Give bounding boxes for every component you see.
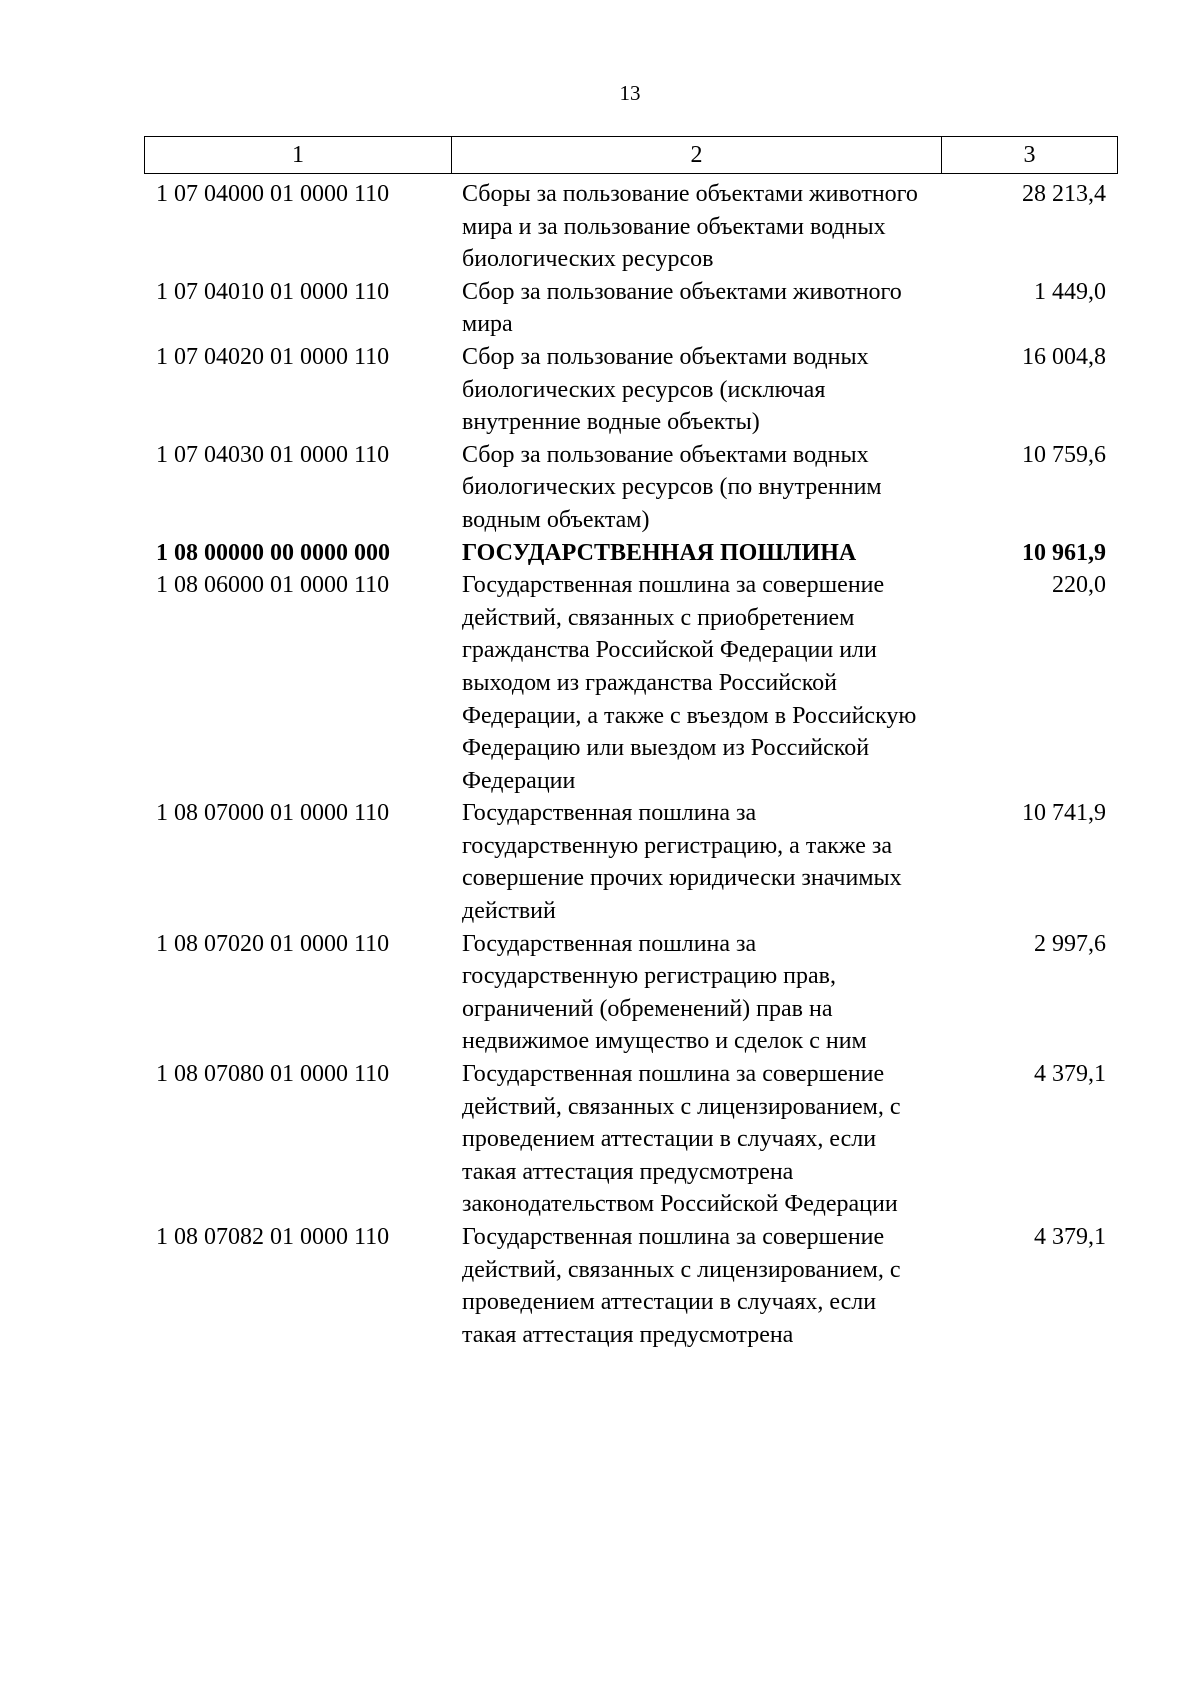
row-code: 1 07 04030 01 0000 110 [156, 441, 390, 468]
row-code: 1 08 07082 01 0000 110 [156, 1224, 390, 1250]
row-code: 1 07 04000 01 0000 110 [156, 181, 390, 207]
row-value: 4 379,1 [1034, 1061, 1106, 1088]
header-col-3: 3 [941, 137, 1117, 173]
table-header [144, 136, 1118, 174]
table-row [144, 1058, 1118, 1221]
row-value: 28 213,4 [1022, 181, 1106, 207]
table-row [144, 178, 1118, 276]
row-description: Сборы за пользование объектами животного мира и за пользование объектами водных биологических ресурсов [462, 181, 918, 273]
row-code: 1 08 07020 01 0000 110 [156, 930, 390, 957]
row-description: Государственная пошлина за государственную регистрацию прав, ограничений (обременений) прав на недвижимое имущество и сделок с ним [462, 930, 867, 1055]
table-row [144, 276, 1118, 341]
table-row [144, 1221, 1118, 1351]
row-code: 1 08 06000 01 0000 110 [156, 572, 390, 599]
row-description: Государственная пошлина за совершение действий, связанных с лицензированием, с проведением аттестации в случаях, если такая аттестация предусмотрена [462, 1224, 901, 1348]
page-number: 13 [619, 81, 641, 105]
row-description: ГОСУДАРСТВЕННАЯ ПОШЛИНА [462, 539, 857, 566]
row-description: Сбор за пользование объектами животного мира [462, 278, 902, 338]
row-description: Сбор за пользование объектами водных биологических ресурсов (по внутренним водным объектам) [462, 441, 882, 533]
row-value: 1 449,0 [1034, 278, 1106, 305]
row-code: 1 08 07000 01 0000 110 [156, 800, 390, 827]
table-row [144, 341, 1118, 439]
row-code: 1 08 07080 01 0000 110 [156, 1061, 390, 1088]
row-value: 10 961,9 [1022, 539, 1106, 566]
header-col-1: 1 [292, 142, 304, 168]
table-row [144, 439, 1118, 537]
row-description: Государственная пошлина за совершение действий, связанных с лицензированием, с проведением аттестации в случаях, если такая аттестация предусмотрена законодательством Российской Федерации [462, 1061, 901, 1218]
row-description: Государственная пошлина за совершение действий, связанных с приобретением гражданства Российской Федерации или выходом из гражданства Российской Федерации, а также с въездом в Российскую Федерацию или выездом из Российской Федерации [462, 572, 917, 794]
row-code: 1 08 00000 00 0000 000 [156, 539, 390, 566]
table-row [144, 569, 1118, 797]
table-row [144, 797, 1118, 927]
header-col-2: 2 [451, 137, 941, 173]
row-value: 2 997,6 [1034, 930, 1106, 957]
row-code: 1 07 04010 01 0000 110 [156, 278, 390, 305]
row-value: 220,0 [1052, 572, 1106, 599]
row-description: Сбор за пользование объектами водных биологических ресурсов (исключая внутренние водные объекты) [462, 343, 869, 436]
table-row [144, 928, 1118, 1058]
row-value: 4 379,1 [1034, 1224, 1106, 1250]
row-description: Государственная пошлина за государственную регистрацию, а также за совершение прочих юридически значимых действий [462, 800, 902, 925]
table-body [144, 178, 1118, 1351]
row-value: 10 741,9 [1022, 800, 1106, 827]
table-row [144, 537, 1118, 570]
row-value: 16 004,8 [1022, 343, 1106, 370]
row-value: 10 759,6 [1022, 441, 1106, 468]
row-code: 1 07 04020 01 0000 110 [156, 343, 390, 370]
